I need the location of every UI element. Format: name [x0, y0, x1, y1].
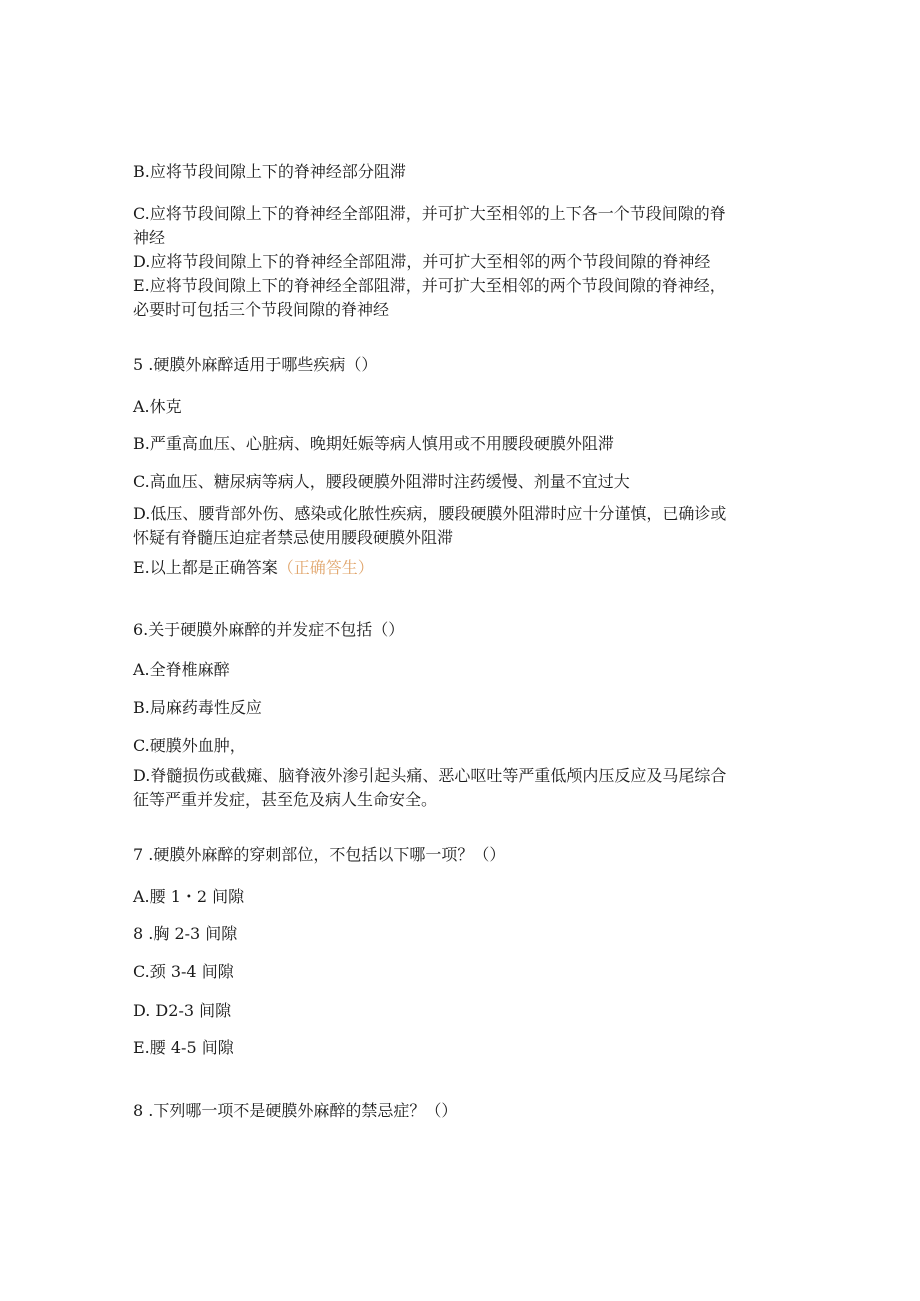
q4-option-c-line2: 神经	[133, 228, 166, 247]
q6-option-d-line1: D.脊髓损伤或截瘫、脑脊液外渗引起头痛、恶心呕吐等严重低颅内压反应及马尾综合	[133, 766, 727, 785]
q5-answer-mark: （正确答生）	[277, 558, 374, 577]
q5-option-e	[133, 556, 374, 580]
q7-option-b: 8 .胸 2-3 间隙	[133, 924, 238, 943]
q4-option-b: B.应将节段间隙上下的脊神经部分阻滞	[133, 162, 406, 181]
q7-option-d: D. D2-3 间隙	[133, 1001, 232, 1020]
q4-option-e-line2: 必要时可包括三个节段间隙的脊神经	[133, 300, 390, 319]
q5-option-e-text: E.以上都是正确答案	[133, 558, 278, 577]
q4-option-e-line1: E.应将节段间隙上下的脊神经全部阻滞，并可扩大至相邻的两个节段间隙的脊神经，	[133, 276, 726, 295]
q5-question: 5 .硬膜外麻醉适用于哪些疾病（）	[133, 355, 378, 374]
q7-question: 7 .硬膜外麻醉的穿刺部位，不包括以下哪一项？（）	[133, 845, 506, 864]
q5-option-d-line2: 怀疑有脊髓压迫症者禁忌使用腰段硬膜外阻滞	[133, 528, 454, 547]
q7-option-a: A.腰 1・2 间隙	[133, 887, 245, 906]
q5-option-c: C.高血压、糖尿病等病人，腰段硬膜外阻滞时注药缓慢、剂量不宜过大	[133, 472, 630, 491]
q4-option-d: D.应将节段间隙上下的脊神经全部阻滞，并可扩大至相邻的两个节段间隙的脊神经	[133, 252, 711, 271]
q6-question: 6.关于硬膜外麻醉的并发症不包括（）	[133, 620, 405, 639]
q7-option-e: E.腰 4-5 间隙	[133, 1038, 234, 1057]
q4-option-c-line1: C.应将节段间隙上下的脊神经全部阻滞，并可扩大至相邻的上下各一个节段间隙的脊	[133, 204, 726, 223]
q8-question: 8 .下列哪一项不是硬膜外麻醉的禁忌症？（）	[133, 1101, 458, 1120]
q5-option-b: B.严重高血压、心脏病、晚期妊娠等病人慎用或不用腰段硬膜外阻滞	[133, 434, 614, 453]
q6-option-c: C.硬膜外血肿，	[133, 736, 246, 755]
q6-option-b: B.局麻药毒性反应	[133, 698, 262, 717]
q5-option-a: A.休克	[133, 397, 182, 416]
q6-option-a: A.全脊椎麻醉	[133, 660, 230, 679]
q6-option-d-line2: 征等严重并发症，甚至危及病人生命安全。	[133, 790, 438, 809]
q5-option-d-line1: D.低压、腰背部外伤、感染或化脓性疾病，腰段硬膜外阻滞时应十分谨慎，已确诊或	[133, 504, 727, 523]
q7-option-c: C.颈 3-4 间隙	[133, 962, 234, 981]
